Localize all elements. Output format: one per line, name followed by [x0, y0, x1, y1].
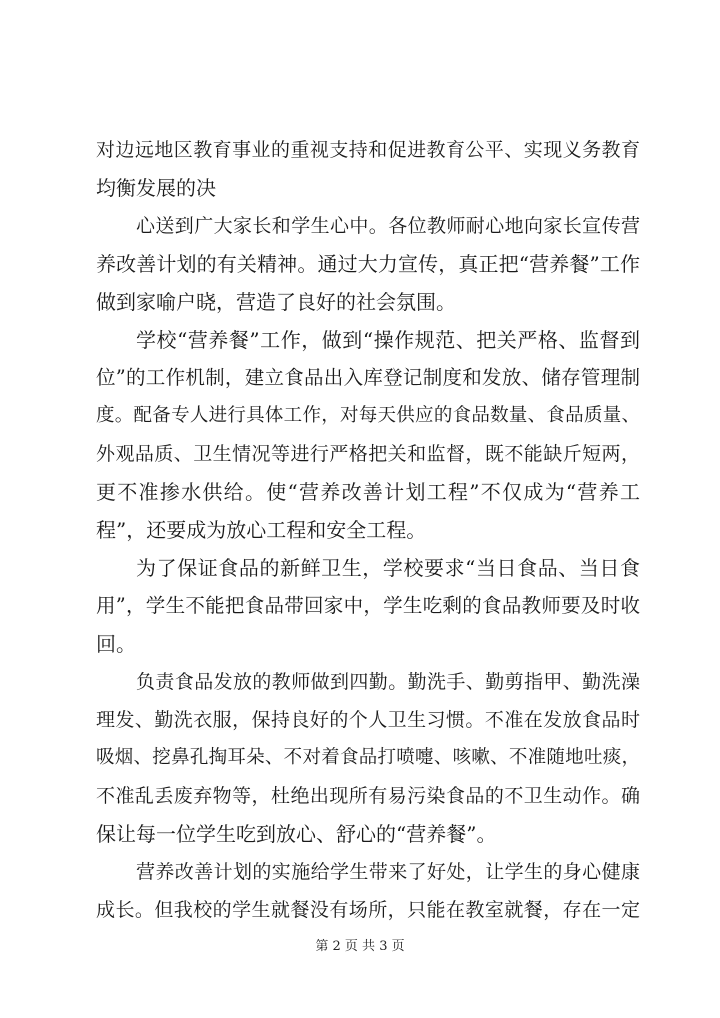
text-line: 更不准掺水供给。使“营养改善计划工程”不仅成为“营养工: [96, 480, 640, 504]
text-line: 用”，学生不能把食品带回家中，学生吃剩的食品教师要及时收: [96, 594, 640, 617]
page-number: 第 2 页 共 3 页: [315, 939, 405, 954]
text-line: 均衡发展的决: [96, 176, 216, 200]
text-line: 对边远地区教育事业的重视支持和促进教育公平、实现义务教育: [96, 139, 640, 161]
text-line: 负责食品发放的教师做到四勤。勤洗手、勤剪指甲、勤洗澡: [136, 671, 640, 693]
text-line: 营养改善计划的实施给学生带来了好处，让学生的身心健康: [136, 861, 640, 883]
text-line: 外观品质、卫生情况等进行严格把关和监督，既不能缺斤短两，: [96, 443, 640, 465]
text-line: 程”，还要成为放心工程和安全工程。: [96, 518, 427, 542]
text-line: 学校“营养餐”工作，做到“操作规范、把关严格、监督到: [136, 328, 640, 352]
text-line: 度。配备专人进行具体工作，对每天供应的食品数量、食品质量、: [96, 405, 640, 426]
text-line: 回。: [96, 632, 136, 656]
text-line: 不准乱丢废弃物等，杜绝出现所有易污染食品的不卫生动作。确: [96, 785, 640, 807]
text-line: 为了保证食品的新鲜卫生，学校要求“当日食品、当日食: [136, 556, 640, 580]
text-line: 心送到广大家长和学生心中。各位教师耐心地向家长宣传营: [136, 215, 640, 237]
text-line: 理发、勤洗衣服，保持良好的个人卫生习惯。不准在发放食品时: [96, 709, 640, 731]
text-line: 成长。但我校的学生就餐没有场所，只能在教室就餐，存在一定: [96, 899, 640, 921]
text-line: 保让每一位学生吃到放心、舒心的“营养餐”。: [96, 822, 497, 846]
text-line: 做到家喻户晓，营造了良好的社会氛围。: [96, 290, 456, 314]
text-line: 养改善计划的有关精神。通过大力宣传，真正把“营养餐”工作: [96, 252, 640, 276]
text-line: 吸烟、挖鼻孔掏耳朵、不对着食品打喷嚏、咳嗽、不准随地吐痰，: [96, 747, 640, 768]
text-line: 位”的工作机制，建立食品出入库登记制度和发放、储存管理制: [96, 366, 640, 389]
